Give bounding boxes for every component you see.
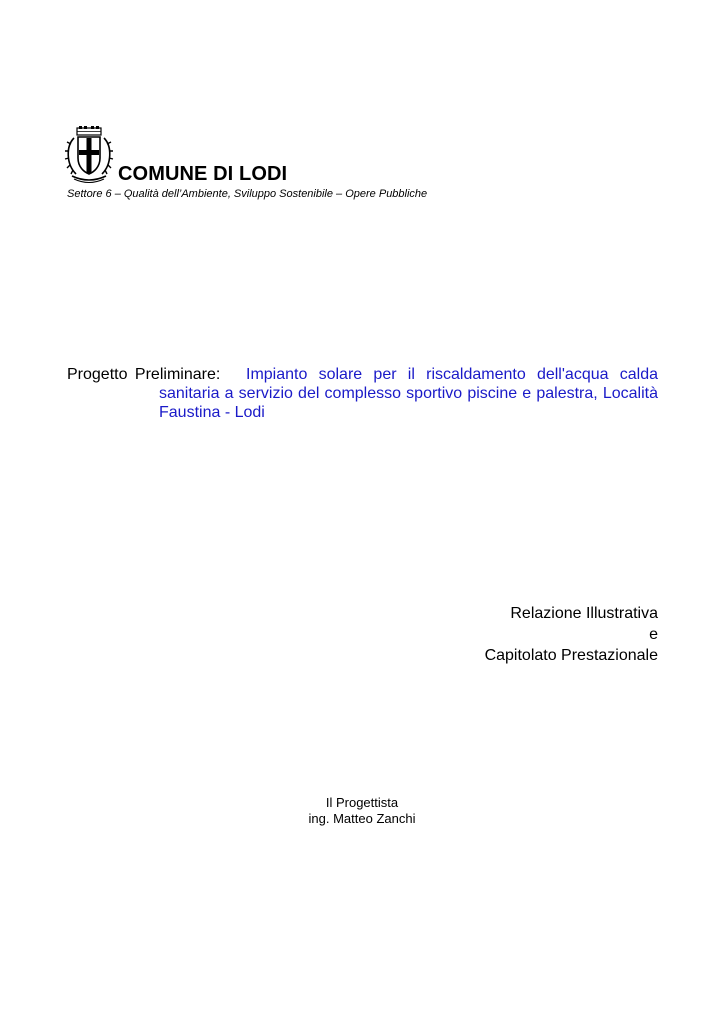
project-block bbox=[67, 365, 658, 422]
document-type-block bbox=[485, 603, 658, 666]
organization-sector: Settore 6 – Qualità dell’Ambiente, Sviluppo Sostenibile – Opere Pubbliche bbox=[67, 188, 428, 200]
coat-of-arms-icon bbox=[64, 126, 114, 184]
project-label: Progetto Preliminare: bbox=[67, 366, 221, 383]
designer-block bbox=[0, 795, 724, 827]
project-title: Impianto solare per il riscaldamento dell'acqua calda sanitaria a servizio del complesso sportivo piscine e palestra, Località Faustina - Lodi bbox=[159, 366, 658, 421]
designer-name: ing. Matteo Zanchi bbox=[308, 811, 416, 826]
designer-role: Il Progettista bbox=[325, 795, 399, 810]
document-type-line-2: e bbox=[649, 626, 658, 643]
document-type-line-1: Relazione Illustrativa bbox=[510, 605, 658, 622]
organization-name: COMUNE DI LODI bbox=[118, 163, 288, 185]
document-type-line-3: Capitolato Prestazionale bbox=[484, 647, 658, 664]
